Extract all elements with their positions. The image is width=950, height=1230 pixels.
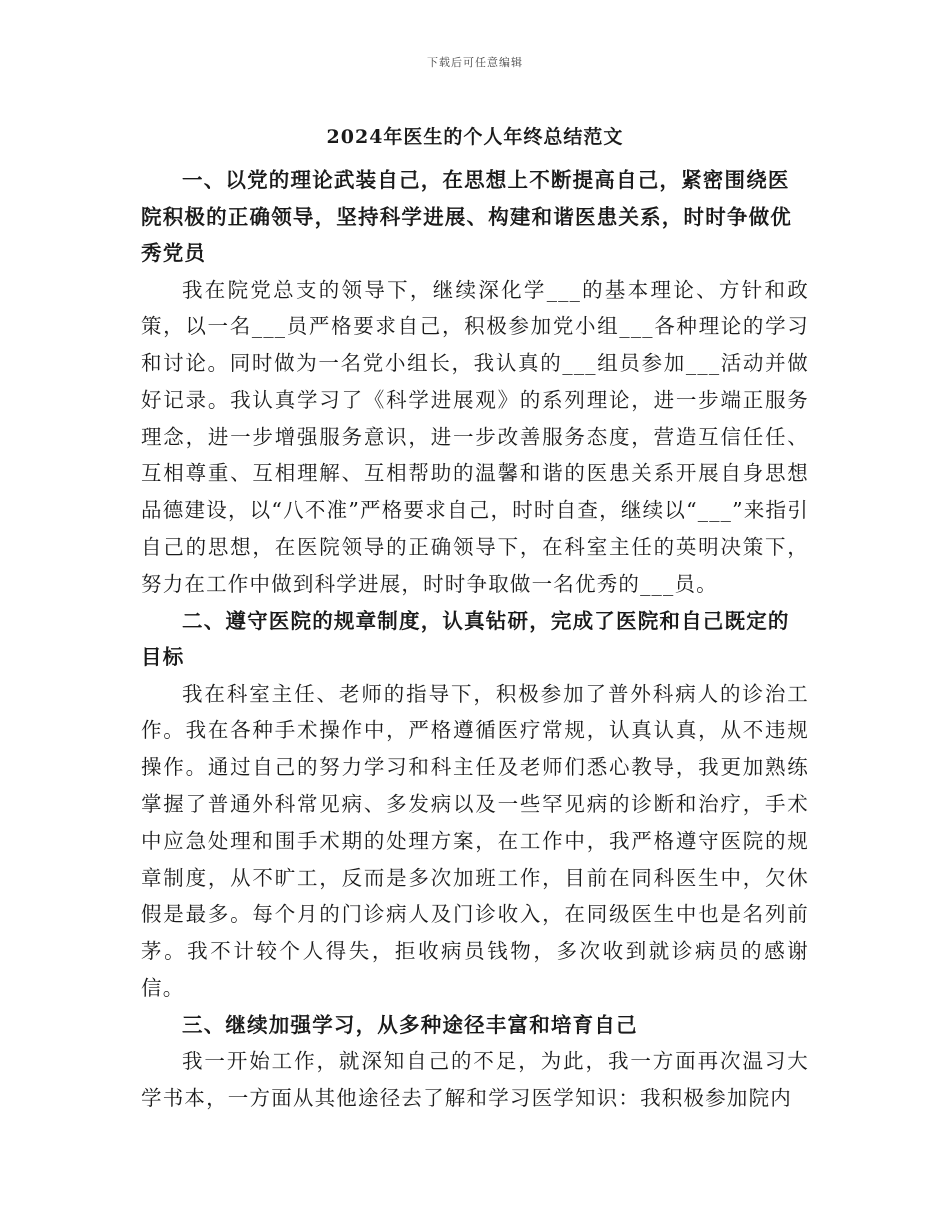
section-3-heading: 三、继续加强学习，从多种途径丰富和培育自己 [182, 1012, 638, 1037]
section-2-heading: 二、遵守医院的规章制度，认真钻研，完成了医院和自己既定的目标 [141, 608, 790, 670]
document-body [141, 118, 809, 1117]
section-1-paragraph: 我在院党总支的领导下，继续深化学___的基本理论、方针和政策，以一名___员严格要求自己，积极参加党小组___各种理论的学习和讨论。同时做为一名党小组长，我认真的___组员参加___活动并做好记录。我认真学习了《科学进展观》的系列理论，进一步端正服务理念，进一步增强服务意识，进一步改善服务态度，营造互信任任、互相尊重、互相理解、互相帮助的温馨和谐的医患关系开展自身思想品德建设，以“八不准”严格要求自己，时时自查，继续以“___”来指引自己的思想，在医院领导的正确领导下，在科室主任的英明决策下，努力在工作中做到科学进展，时时争取做一名优秀的___员。 [141, 277, 809, 596]
section-1 [141, 162, 809, 603]
page-header-note: 下载后可任意编辑 [427, 56, 523, 69]
section-2 [141, 603, 809, 1007]
section-1-heading: 一、以党的理论武装自己，在思想上不断提高自己，紧密围绕医院积极的正确领导，坚持科学进展、构建和谐医患关系，时时争做优秀党员 [141, 168, 792, 265]
section-3 [141, 1007, 809, 1117]
section-2-paragraph: 我在科室主任、老师的指导下，积极参加了普外科病人的诊治工作。我在各种手术操作中，严格遵循医疗常规，认真认真，从不违规操作。通过自己的努力学习和科主任及老师们悉心教导，我更加熟练掌握了普通外科常见病、多发病以及一些罕见病的诊断和治疗，手术中应急处理和围手术期的处理方案，在工作中，我严格遵守医院的规章制度，从不旷工，反而是多次加班工作，目前在同科医生中，欠休假是最多。每个月的门诊病人及门诊收入，在同级医生中也是名列前茅。我不计较个人得失，拒收病员钱物，多次收到就诊病员的感谢信。 [141, 681, 809, 1001]
section-3-paragraph: 我一开始工作，就深知自己的不足，为此，我一方面再次温习大学书本，一方面从其他途径去了解和学习医学知识：我积极参加院内 [141, 1049, 809, 1111]
document-title: 2024年医生的个人年终总结范文 [326, 126, 624, 148]
